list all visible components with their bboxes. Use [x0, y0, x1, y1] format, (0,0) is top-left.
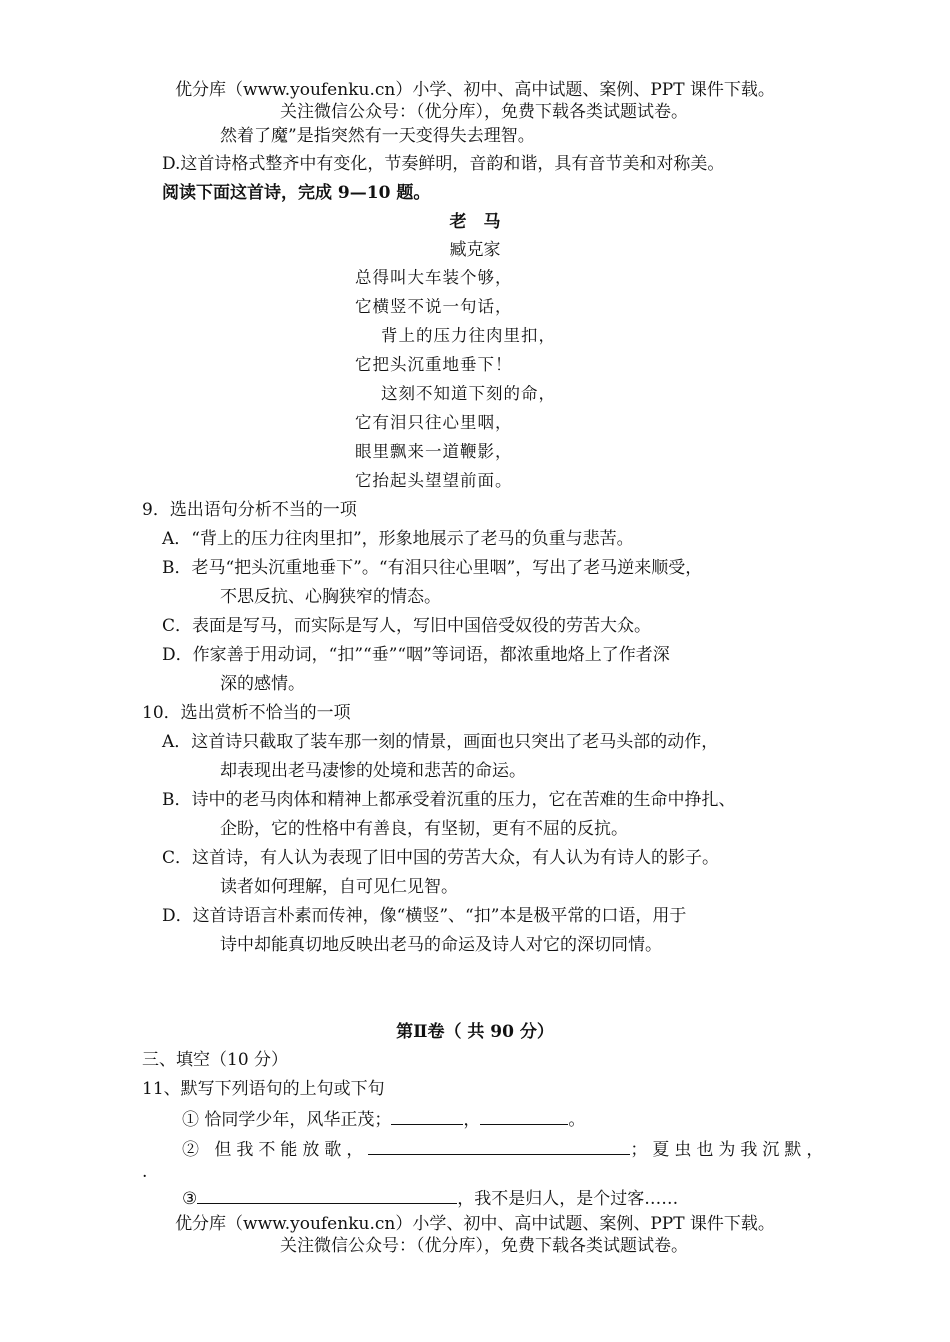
q9-option-c: C．表面是写马，而实际是写人，写旧中国倍受奴役的劳苦大众。 [162, 616, 652, 636]
q11-item-1-period: 。 [568, 1110, 586, 1130]
q9-option-a: A．“背上的压力往肉里扣”，形象地展示了老马的负重与悲苦。 [162, 529, 634, 549]
q11-item-2-after: ；夏虫也为我沉默， [630, 1140, 829, 1160]
q9-stem: 9．选出语句分析不当的一项 [142, 500, 357, 520]
q11-item-3-after: ，我不是归人，是个过客…… [457, 1189, 679, 1209]
q10-option-d: D．这首诗语言朴素而传神，像“横竖”、“扣”本是极平常的口语，用于 [162, 906, 687, 926]
prev-option-continuation: 然着了魔”是指突然有一天变得失去理智。 [220, 126, 535, 146]
q10-option-b: B．诗中的老马肉体和精神上都承受着沉重的压力，它在苦难的生命中挣扎、 [162, 790, 736, 810]
q9-option-b-cont: 不思反抗、心胸狭窄的情态。 [220, 587, 441, 607]
q11-item-3-prompt: ③ [182, 1189, 198, 1209]
q10-option-c-cont: 读者如何理解，自可见仁见智。 [220, 877, 458, 897]
poem-line: 它横竖不说一句话， [355, 297, 513, 316]
poem-author: 臧克家 [449, 240, 501, 260]
q9-option-b: B．老马“把头沉重地垂下”。“有泪只往心里咽”，写出了老马逆来顺受， [162, 558, 703, 578]
q11-item-1-prompt: ① 恰同学少年，风华正茂； [182, 1110, 392, 1130]
q11-item-3-blank[interactable] [197, 1187, 457, 1204]
poem-line: 它有泪只往心里咽， [355, 413, 513, 432]
q11-item-1 [182, 1108, 585, 1130]
q11-item-3 [182, 1187, 678, 1209]
q10-option-a-cont: 却表现出老马凄惨的处境和悲苦的命运。 [220, 761, 526, 781]
section-heading: 三、填空（10 分） [142, 1050, 289, 1070]
q11-item-2 [182, 1138, 828, 1160]
q10-option-d-cont: 诗中却能真切地反映出老马的命运及诗人对它的深切同情。 [220, 935, 662, 955]
q11-stem: 11、默写下列语句的上句或下句 [142, 1079, 385, 1099]
q11-item-1-blank-2[interactable] [480, 1108, 568, 1125]
q10-stem: 10．选出赏析不恰当的一项 [142, 703, 351, 723]
q11-item-2-prompt: ② 但我不能放歌， [182, 1140, 369, 1160]
poem-line: 这刻不知道下刻的命， [381, 384, 556, 403]
prev-option-d: D.这首诗格式整齐中有变化，节奏鲜明，音韵和谐，具有音节美和对称美。 [162, 154, 725, 174]
q10-option-c: C．这首诗，有人认为表现了旧中国的劳苦大众，有人认为有诗人的影子。 [162, 848, 720, 868]
footer-line-2: 关注微信公众号：（优分库），免费下载各类试题试卷。 [280, 1236, 688, 1256]
footer-line-1: 优分库（www.youfenku.cn）小学、初中、高中试题、案例、PPT 课件下载。 [175, 1214, 775, 1234]
poem-line: 总得叫大车装个够， [355, 268, 513, 287]
part2-title: 第Ⅱ卷（ 共 90 分） [396, 1022, 554, 1042]
q11-item-1-blank-1[interactable] [391, 1108, 463, 1125]
header-line-1: 优分库（www.youfenku.cn）小学、初中、高中试题、案例、PPT 课件下载。 [175, 80, 775, 100]
poem-line: 眼里飘来一道鞭影， [355, 442, 513, 461]
poem-title: 老 马 [449, 212, 501, 232]
q11-item-2-dot: . [142, 1162, 148, 1182]
poem-line: 它抬起头望望前面。 [355, 471, 513, 490]
poem-line: 它把头沉重地垂下！ [355, 355, 513, 374]
header-line-2: 关注微信公众号：（优分库），免费下载各类试题试卷。 [280, 102, 688, 122]
q11-item-2-blank[interactable] [368, 1138, 630, 1155]
q9-option-d-cont: 深的感情。 [220, 674, 305, 694]
q9-option-d: D．作家善于用动词，“扣”“垂”“咽”等词语，都浓重地烙上了作者深 [162, 645, 670, 665]
q10-option-b-cont: 企盼，它的性格中有善良，有坚韧，更有不屈的反抗。 [220, 819, 628, 839]
poem-line: 背上的压力往肉里扣， [381, 326, 556, 345]
q10-option-a: A．这首诗只截取了装车那一刻的情景，画面也只突出了老马头部的动作， [162, 732, 719, 752]
q11-item-1-comma: ， [463, 1110, 481, 1130]
reading-instruction: 阅读下面这首诗，完成 9—10 题。 [162, 183, 431, 203]
